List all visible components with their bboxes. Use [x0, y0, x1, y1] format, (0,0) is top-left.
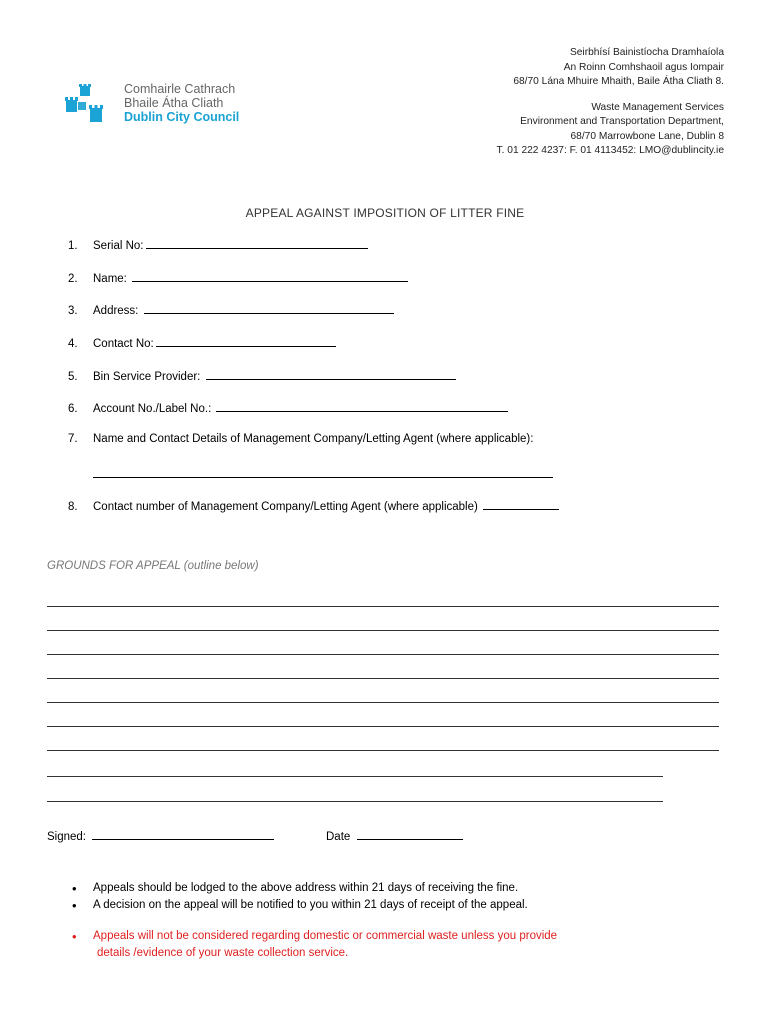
management-contact-input-line[interactable] — [483, 498, 559, 510]
grounds-input-line[interactable] — [47, 630, 719, 631]
field-contact-no — [68, 335, 336, 350]
address-line: Seirbhísí Bainistíocha Dramhaíola — [569, 47, 724, 58]
signature-field — [47, 828, 274, 843]
grounds-input-line[interactable] — [47, 654, 719, 655]
contact-line: T. 01 222 4237: F. 01 4113452: LMO@dublincity.ie — [496, 145, 724, 156]
grounds-input-line[interactable] — [47, 776, 663, 777]
address-input-line[interactable] — [144, 302, 394, 314]
contact-no-input-line[interactable] — [156, 335, 336, 347]
logo-line-1: Comhairle Cathrach — [124, 82, 236, 96]
field-number: 3. — [68, 305, 78, 317]
address-line: An Roinn Comhshaoil agus Iompair — [563, 61, 724, 73]
field-label: Contact No: — [93, 338, 154, 350]
address-line: Environment and Transportation Department, — [520, 116, 724, 127]
field-label: Contact number of Management Company/Letting Agent (where applicable) — [93, 501, 482, 513]
logo-line-2: Bhaile Átha Cliath — [124, 96, 224, 110]
field-label: Bin Service Provider: — [93, 371, 204, 383]
date-field — [326, 828, 463, 843]
account-no-input-line[interactable] — [216, 400, 508, 412]
field-label: Serial No: — [93, 240, 144, 252]
grounds-input-line[interactable] — [47, 801, 663, 802]
warning-note-continuation: details /evidence of your waste collection service. — [97, 947, 349, 959]
note-item: • A decision on the appeal will be notified to you within 21 days of receipt of the appeal. — [72, 897, 557, 914]
grounds-for-appeal-heading: GROUNDS FOR APPEAL (outline below) — [47, 560, 259, 572]
bin-service-provider-input-line[interactable] — [206, 368, 456, 380]
note-item: • Appeals should be lodged to the above address within 21 days of receiving the fine. — [72, 880, 557, 897]
castle-towers-icon — [62, 80, 110, 128]
address-line: 68/70 Lána Mhuire Mhaith, Baile Átha Cliath 8. — [513, 76, 724, 87]
signed-label: Signed: — [47, 831, 90, 843]
grounds-input-line[interactable] — [47, 606, 719, 607]
grounds-input-line[interactable] — [47, 678, 719, 679]
field-name — [68, 270, 408, 285]
field-address — [68, 302, 394, 317]
field-number: 7. — [68, 433, 78, 445]
field-number: 8. — [68, 501, 78, 513]
field-label: Name and Contact Details of Management Company/Letting Agent (where applicable): — [93, 433, 534, 445]
name-input-line[interactable] — [132, 270, 408, 282]
logo-line-3: Dublin City Council — [124, 110, 240, 124]
address-line: Waste Management Services — [591, 101, 724, 113]
field-management-contact-number — [68, 498, 559, 513]
field-number: 4. — [68, 338, 78, 350]
field-number: 1. — [68, 240, 78, 252]
department-address — [497, 46, 724, 159]
field-number: 5. — [68, 371, 78, 383]
field-label: Account No./Label No.: — [93, 403, 215, 415]
grounds-input-line[interactable] — [47, 726, 719, 727]
serial-no-input-line[interactable] — [146, 237, 368, 249]
logo-text — [124, 82, 239, 124]
form-title: APPEAL AGAINST IMPOSITION OF LITTER FINE — [245, 206, 525, 220]
grounds-input-line[interactable] — [47, 702, 719, 703]
warning-note: • Appeals will not be considered regarding domestic or commercial waste unless you provide — [72, 928, 557, 945]
field-management-company — [68, 433, 533, 445]
field-label: Address: — [93, 305, 142, 317]
signature-input-line[interactable] — [92, 828, 274, 840]
field-serial-no — [68, 237, 368, 252]
field-account-no — [68, 400, 508, 415]
field-bin-service-provider — [68, 368, 456, 383]
field-label: Name: — [93, 273, 131, 285]
council-logo — [62, 80, 262, 130]
management-company-input-line[interactable] — [93, 477, 553, 478]
grounds-input-line[interactable] — [47, 750, 719, 751]
notes-list — [72, 880, 557, 962]
address-line: 68/70 Marrowbone Lane, Dublin 8 — [570, 130, 724, 142]
field-number: 2. — [68, 273, 78, 285]
field-number: 6. — [68, 403, 78, 415]
date-label: Date — [326, 831, 354, 843]
date-input-line[interactable] — [357, 828, 463, 840]
